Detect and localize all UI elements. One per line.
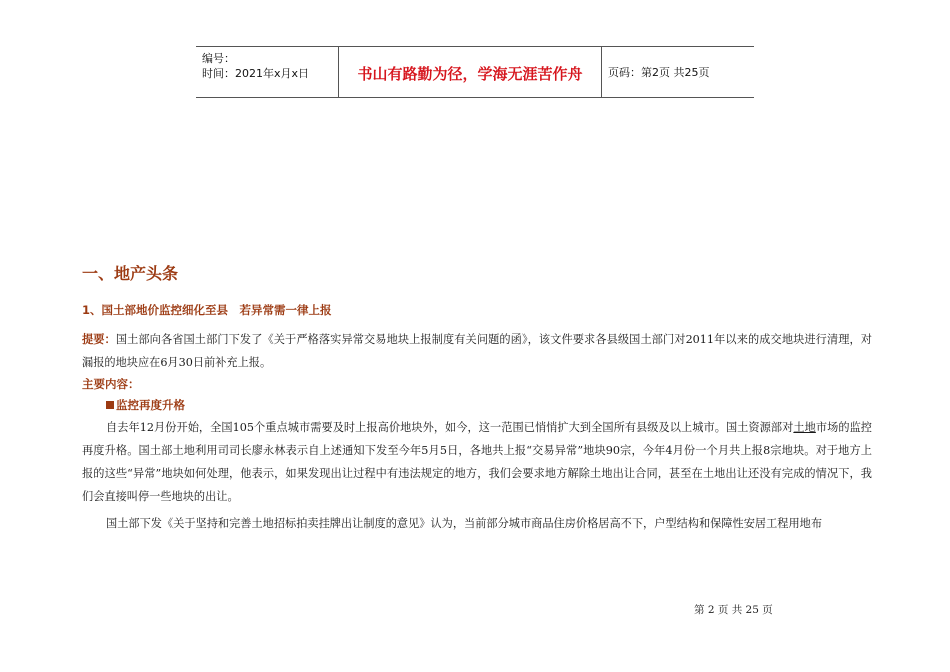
subhead xyxy=(106,394,872,416)
para1-part2: 市场的监控再度升格。国土部土地利用司司长廖永林表示自上述通知下发至今年5月5日，各地共上报“交易异常”地块90宗，今年4月份一个月共上报8宗地块。对于地方上报的这些“异常”地块如何处理，他表示，如果发现出让过程中有违法规定的地方，我们会要求地方解除土地出让合同，甚至在土地出让还没有完成的情况下，我们会直接叫停一些地块的出让。 xyxy=(82,421,872,503)
main-content-label: 主要内容： xyxy=(82,377,140,391)
header-meta-cell xyxy=(196,47,339,97)
body-paragraph-1 xyxy=(82,416,872,508)
header-motto-cell xyxy=(339,47,602,97)
time-label: 时间：2021年x月x日 xyxy=(202,67,310,80)
summary-paragraph xyxy=(82,328,872,374)
subhead-text: 监控再度升格 xyxy=(116,398,185,412)
summary-text: 国土部向各省国土部门下发了《关于严格落实异常交易地块上报制度有关问题的函》，该文件要求各县级国土部门对2011年以来的成交地块进行清理，对漏报的地块应在6月30日前补充上报。 xyxy=(82,333,872,369)
summary-label: 提要： xyxy=(82,333,116,346)
page-info: 页码：第2页 共25页 xyxy=(608,66,710,79)
article-title: 1、国土部地价监控细化至县 若异常需一律上报 xyxy=(82,303,332,317)
number-label: 编号： xyxy=(202,52,235,65)
para1-part1: 自去年12月份开始，全国105个重点城市需要及时上报高价地块外，如今，这一范围已悄悄扩大到全国所有县级及以上城市。国土资源部对 xyxy=(106,421,794,434)
document-body xyxy=(82,262,872,535)
square-bullet-icon xyxy=(106,401,114,409)
motto-text: 书山有路勤为径，学海无涯苦作舟 xyxy=(357,64,583,83)
page-footer: 第 2 页 共 25 页 xyxy=(694,604,773,616)
body-paragraph-2: 国土部下发《关于坚持和完善土地招标拍卖挂牌出让制度的意见》认为，当前部分城市商品住房价格居高不下，户型结构和保障性安居工程用地布 xyxy=(106,517,823,530)
header-table xyxy=(196,46,754,98)
header-page-cell xyxy=(602,47,754,97)
section-title: 一、地产头条 xyxy=(82,264,179,283)
land-link[interactable]: 土地 xyxy=(793,421,816,434)
